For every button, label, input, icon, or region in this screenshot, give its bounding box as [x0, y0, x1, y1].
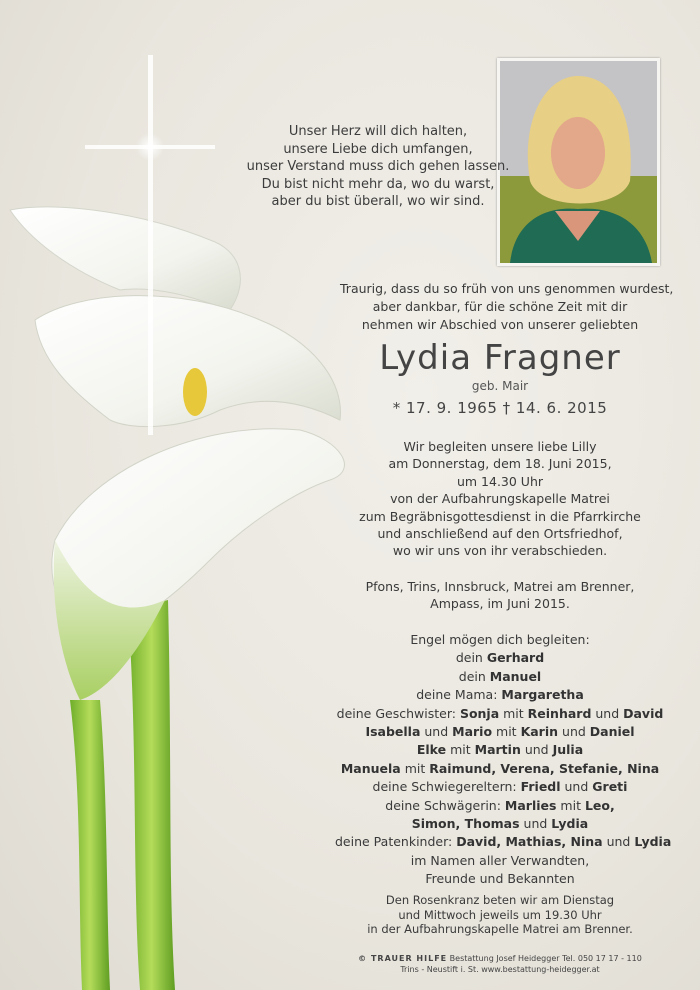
family-text: mit [400, 760, 430, 776]
family-text: mit [492, 724, 521, 740]
family-member: Greti [592, 779, 628, 795]
poem [228, 123, 528, 211]
funeral-line: wo wir uns von ihr verabschieden. [392, 543, 608, 559]
footer-line [340, 953, 660, 964]
intro-text [340, 280, 674, 334]
rosary-line: und Mittwoch jeweils um 19.30 Uhr [398, 907, 602, 922]
funeral-line: zum Begräbnisgottesdienst in die Pfarrkirche [359, 508, 641, 524]
poem-line: aber du bist überall, wo wir sind. [271, 194, 485, 210]
family-line [335, 797, 665, 815]
funeral-line: um 14.30 Uhr [456, 473, 544, 489]
family-text: und [519, 816, 552, 832]
places-line: Ampass, im Juni 2015. [430, 596, 570, 612]
family-text: dein [455, 650, 487, 666]
family-line [335, 815, 665, 833]
family-line [335, 778, 665, 796]
family-line [335, 852, 665, 870]
family-text: und [602, 834, 635, 850]
family-member: Julia [552, 742, 584, 758]
family-text: im Namen aller Verwandten, [410, 852, 590, 868]
family-line [335, 668, 665, 686]
funeral-line: am Donnerstag, dem 18. Juni 2015, [388, 456, 612, 472]
rosary-line: in der Aufbahrungskapelle Matrei am Brenner. [367, 922, 633, 936]
funeral-details [340, 438, 660, 560]
family-text: deine Schwägerin: [385, 797, 505, 813]
family-text: mit [499, 705, 528, 721]
family-member: Daniel [589, 724, 635, 740]
family-line [335, 760, 665, 778]
deceased-name: Lydia Fragner [379, 338, 621, 378]
family-line [335, 649, 665, 667]
family-member: Isabella [365, 724, 421, 740]
family-member: Simon, Thomas [411, 816, 520, 832]
family-member: Elke [416, 742, 447, 758]
family-line [335, 631, 665, 649]
family-text: Engel mögen dich begleiten: [410, 632, 590, 647]
places-date [340, 578, 660, 613]
family-member: David [623, 705, 664, 721]
poem-line: unsere Liebe dich umfangen, [283, 141, 473, 157]
family-member: Leo, [584, 797, 615, 813]
family-member: Margaretha [501, 687, 584, 703]
family-member: Gerhard [486, 650, 545, 666]
family-text: mit [446, 742, 475, 758]
family-list [335, 631, 672, 889]
poem-line: unser Verstand muss dich gehen lassen. [246, 159, 510, 175]
poem-line: Unser Herz will dich halten, [288, 124, 468, 139]
places-line: Pfons, Trins, Innsbruck, Matrei am Brenner, [365, 579, 635, 594]
poem-line: Du bist nicht mehr da, wo du warst, [261, 176, 495, 192]
family-member: Sonja [459, 705, 500, 721]
family-member: Manuel [489, 668, 542, 684]
family-member: Karin [520, 724, 559, 740]
family-text: deine Schwiegereltern: [372, 779, 521, 795]
family-member: David, Mathias, Nina [456, 834, 603, 850]
family-text: dein [458, 668, 490, 684]
family-text: deine Geschwister: [336, 705, 460, 721]
intro-line: Traurig, dass du so früh von uns genommen wurdest, [340, 281, 674, 296]
rosary-line: Den Rosenkranz beten wir am Dienstag [385, 893, 615, 907]
intro-line: aber dankbar, für die schöne Zeit mit dir [372, 299, 628, 314]
family-line [335, 686, 665, 704]
funeral-line: Wir begleiten unsere liebe Lilly [403, 439, 597, 454]
family-text: deine Mama: [416, 687, 502, 703]
family-text: deine Patenkinder: [335, 834, 457, 850]
family-member: Mario [452, 724, 493, 740]
family-line [335, 723, 665, 741]
family-text: Freunde und Bekannten [425, 871, 575, 887]
family-member: Raimund, Verena, Stefanie, Nina [429, 760, 660, 776]
family-line [335, 705, 665, 723]
family-text: und [520, 742, 553, 758]
funeral-line: und anschließend auf den Ortsfriedhof, [377, 526, 623, 542]
funeral-line: von der Aufbahrungskapelle Matrei [390, 491, 610, 507]
footer-imprint [340, 953, 660, 975]
family-line [335, 870, 665, 888]
life-dates: * 17. 9. 1965 † 14. 6. 2015 [392, 399, 608, 417]
family-member: Lydia [551, 816, 589, 832]
family-text: mit [556, 797, 585, 813]
family-line [335, 741, 665, 759]
family-text: und [558, 724, 590, 740]
rosary-notice [340, 893, 660, 937]
family-member: Reinhard [527, 705, 592, 721]
family-member: Friedl [520, 779, 561, 795]
family-member: Lydia [634, 834, 672, 850]
family-line [335, 833, 672, 851]
birth-name: geb. Mair [471, 379, 529, 393]
footer-line: Trins - Neustift i. St. www.bestattung-heidegger.at [400, 965, 600, 974]
intro-line: nehmen wir Abschied von unserer geliebten [361, 317, 639, 332]
family-member: Martin [474, 742, 521, 758]
family-text: und [591, 705, 624, 721]
footer-contact: Bestattung Josef Heidegger Tel. 050 17 17 - 110 [447, 954, 642, 963]
family-member: Manuela [340, 760, 401, 776]
family-member: Marlies [504, 797, 557, 813]
family-text: und [420, 724, 453, 740]
family-text: und [560, 779, 593, 795]
brand-name: © TRAUER HILFE [358, 954, 448, 963]
